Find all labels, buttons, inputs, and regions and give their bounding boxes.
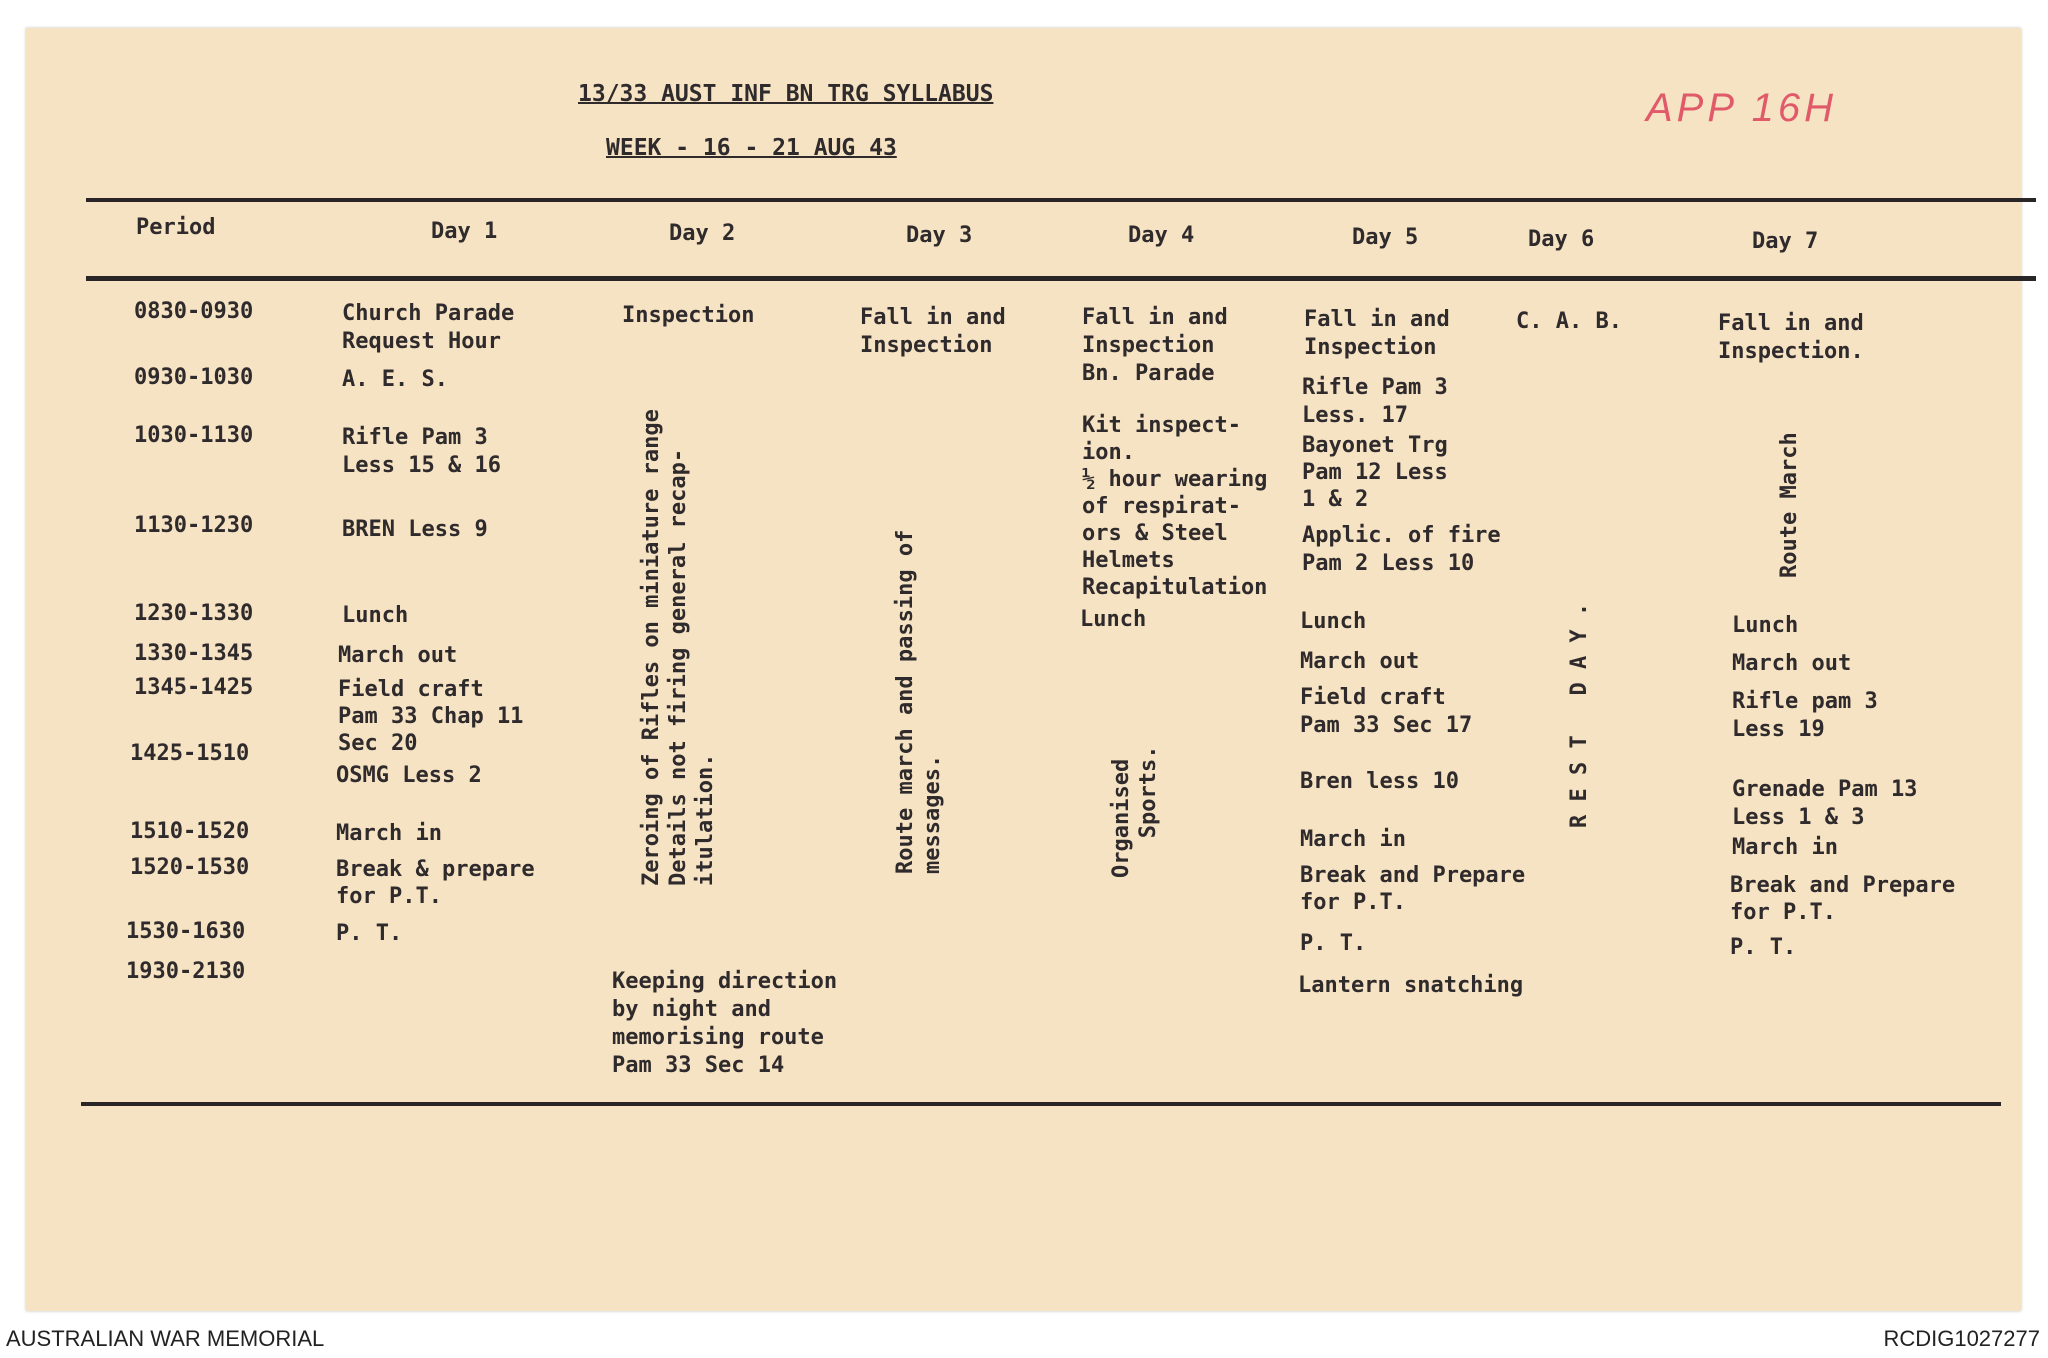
- document-sheet: [26, 28, 2021, 1311]
- day1-rifle: Rifle Pam 3 Less 15 & 16: [342, 425, 501, 478]
- day5-lunch: Lunch: [1300, 609, 1367, 634]
- day6-cab: C. A. B.: [1516, 309, 1622, 334]
- document-title: 13/33 AUST INF BN TRG SYLLABUS: [578, 81, 994, 107]
- header-day-7: Day 7: [1752, 229, 1819, 254]
- day7-fall-in: Fall in and Inspection.: [1718, 311, 1864, 364]
- day4-kit-inspection: Kit inspect- ion. ½ hour wearing of respirat- ors & Steel Helmets Recapitulation: [1082, 413, 1268, 600]
- header-day-2: Day 2: [669, 221, 736, 246]
- header-day-4: Day 4: [1128, 223, 1195, 248]
- day5-break: Break and Prepare for P.T.: [1300, 863, 1526, 915]
- day1-march-out: March out: [338, 643, 458, 668]
- footer-record-id: RCDIG1027277: [1883, 1326, 2040, 1351]
- header-period: Period: [136, 215, 216, 240]
- footer-institution: AUSTRALIAN WAR MEMORIAL: [6, 1326, 325, 1351]
- day1-field-craft: Field craft Pam 33 Chap 11 Sec 20: [338, 677, 524, 756]
- day5-bayonet: Bayonet Trg Pam 12 Less 1 & 2: [1302, 433, 1448, 512]
- period-time: 1510-1520: [130, 819, 250, 844]
- day1-church-parade: Church Parade Request Hour: [342, 301, 515, 354]
- period-time: 1130-1230: [134, 513, 254, 538]
- period-time: 0930-1030: [134, 365, 254, 390]
- day6-rest-day: R E S T D A Y .: [1567, 602, 1592, 828]
- period-time: 1030-1130: [134, 423, 254, 448]
- period-time: 1520-1530: [130, 855, 250, 880]
- day1-pt: P. T.: [336, 921, 403, 946]
- header-day-3: Day 3: [906, 223, 973, 248]
- day5-applic-fire: Applic. of fire Pam 2 Less 10: [1302, 523, 1501, 576]
- week-heading: WEEK - 16 - 21 AUG 43: [606, 135, 897, 161]
- day5-fall-in: Fall in and Inspection: [1304, 307, 1450, 360]
- day1-osmg: OSMG Less 2: [336, 763, 482, 788]
- day5-march-out: March out: [1300, 649, 1420, 674]
- day5-rifle: Rifle Pam 3 Less. 17: [1302, 375, 1448, 428]
- header-top-rule: [86, 198, 2036, 202]
- day7-rifle: Rifle pam 3 Less 19: [1732, 689, 1878, 742]
- period-time: 1345-1425: [134, 675, 254, 700]
- day1-lunch: Lunch: [342, 603, 409, 628]
- period-time: 1330-1345: [134, 641, 254, 666]
- day5-march-in: March in: [1300, 827, 1406, 852]
- period-time: 1930-2130: [126, 959, 246, 984]
- day1-march-in: March in: [336, 821, 442, 846]
- day4-fall-in: Fall in and Inspection Bn. Parade: [1082, 305, 1228, 386]
- period-time: 1530-1630: [126, 919, 246, 944]
- day7-route-march: Route March: [1777, 432, 1802, 578]
- day4-lunch: Lunch: [1080, 607, 1147, 632]
- header-bottom-rule: [86, 276, 2036, 281]
- day7-break: Break and Prepare for P.T.: [1730, 873, 1956, 925]
- day7-march-in: March in: [1732, 835, 1838, 860]
- day7-grenade: Grenade Pam 13 Less 1 & 3: [1732, 777, 1918, 830]
- day5-bren: Bren less 10: [1300, 769, 1459, 794]
- day7-lunch: Lunch: [1732, 613, 1799, 638]
- period-time: 1425-1510: [130, 741, 250, 766]
- day7-march-out: March out: [1732, 651, 1852, 676]
- period-time: 1230-1330: [134, 601, 254, 626]
- day5-lantern: Lantern snatching: [1298, 973, 1524, 998]
- day5-pt: P. T.: [1300, 931, 1367, 956]
- header-day-5: Day 5: [1352, 225, 1419, 250]
- day3-fall-in: Fall in and Inspection: [860, 305, 1006, 358]
- day4-organised-sports: Organised Sports.: [1109, 745, 1161, 878]
- day1-bren: BREN Less 9: [342, 517, 488, 542]
- day3-route-march: Route march and passing of messages.: [893, 529, 945, 874]
- header-day-6: Day 6: [1528, 227, 1595, 252]
- day5-field-craft: Field craft Pam 33 Sec 17: [1300, 685, 1473, 738]
- day1-aes: A. E. S.: [342, 367, 448, 392]
- period-time: 0830-0930: [134, 299, 254, 324]
- day2-inspection: Inspection: [622, 303, 755, 328]
- table-bottom-rule: [81, 1102, 2001, 1106]
- day2-night-navigation: Keeping direction by night and memorising route Pam 33 Sec 14: [612, 969, 838, 1078]
- day1-break: Break & prepare for P.T.: [336, 857, 535, 909]
- day2-zeroing-rifles: Zeroing of Rifles on miniature range Details not firing general recap- itulation.: [639, 409, 718, 886]
- header-day-1: Day 1: [431, 219, 498, 244]
- day7-pt: P. T.: [1730, 935, 1797, 960]
- appendix-stamp: APP 16H: [1646, 86, 1838, 130]
